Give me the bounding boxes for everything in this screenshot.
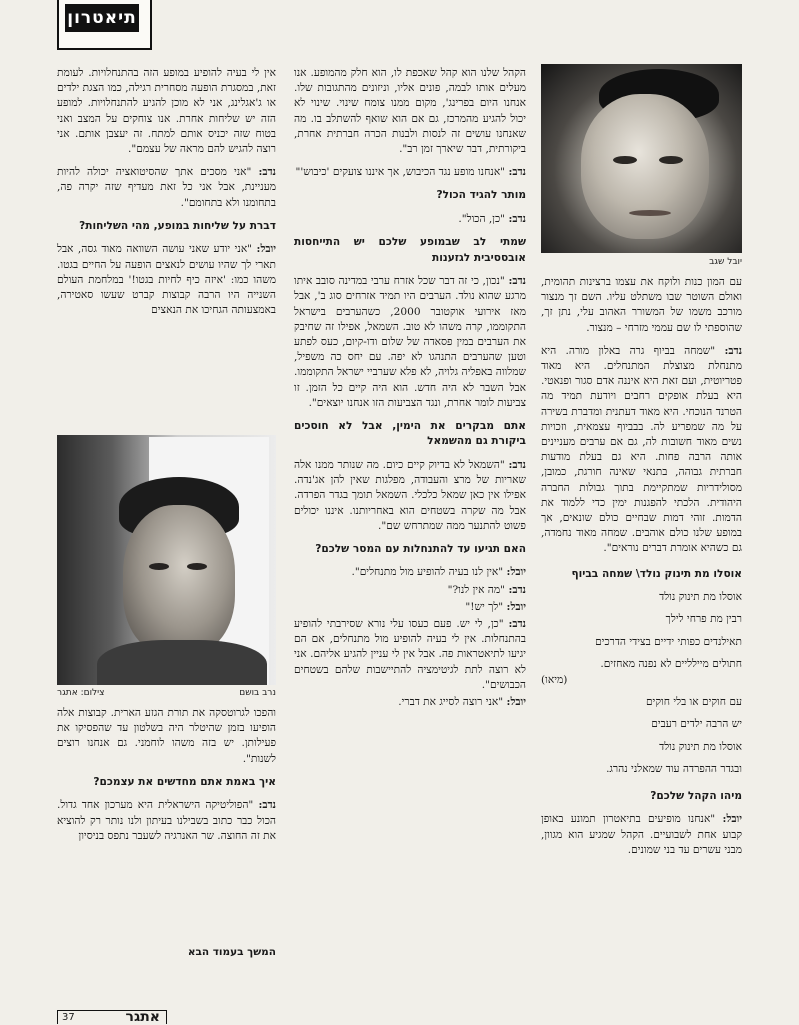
poem-line: חתולים מיילליים לא נפנה מאחזים. [600,657,742,670]
paragraph [541,812,742,858]
paragraph [294,565,526,580]
question-heading: איך באמת אתם מחדשים את עצמכם? [93,775,276,788]
speaker: יובל: [722,813,742,826]
poem-line: עם חוקים או בלי חוקים [645,696,742,709]
speaker: נדב: [508,583,526,596]
paragraph [294,274,526,411]
speaker: נדב: [724,344,743,357]
poem-line: תאילנדים כפותי ידיים בצידי הדרכים [595,635,742,648]
speaker: יובל: [506,566,526,579]
paragraph: והפכו לגרוטסקה את תורת הגזע הארית. קבוצות אלה הופיעו בזמן שהיטלר היה בשלטון עד שהפסיקו את פעילותן. יש בזה משהו לוחמני. גם אנחנו רוצים לשנות". [57,707,276,765]
poem-line: יש הרבה ילדים רעבים [651,718,742,731]
speaker: נדב: [508,275,526,288]
question-heading: האם תגיעו עד להתנחלות עם המסר שלכם? [315,542,526,555]
column-right [541,275,742,995]
paragraph [57,242,276,318]
paragraph [294,617,526,693]
paragraph [541,344,742,557]
paragraph-text: "נכון, כי זה דבר שכל אזרח ערבי במדינה סובב איתו מרגע שהוא נולד. הערבים היו תמיד אזרחים סוג ב', אבל מאז אירועי אוקטובר 2000, כשהערבים בישראל התקוממו, קרה משהו לא טוב. השמאל, אפילו זה שחיבק את הערבים במין פסאדה של שלום ודו-קיום, כעס לפתע וטען שהערבים התנהגו לא יפה. עם יחס כה משפיל, שמלווה באפליה גלויה, לא פלא שערביי ישראל התקוממו. אבל השבר לא היה חדש. הוא היה קיים כל הזמן. זו צביעות לומר אחרת, ונגד הצביעות הזו אנחנו יוצאים". [294,275,526,409]
speaker: נדב: [258,799,276,812]
photo-caption-bottom-name: נרב בושם [239,688,276,698]
paragraph: הקהל שלנו הוא קהל שאכפת לו, הוא חלק מהמופע. אנו מעלים אותו לבמה, פונים אליו, וניזונים מהתגובות שלו. אנחנו היום בפרינג', מקום ממנו צומח שינוי. שינוי לא יכול להגיע מהמרכז, גם אם הוא שואף להשתלב בו. מה שאנחנו עושים זה לנסות ולבנות הכרה חברתית אחרת, ביקורתית, דבר שיארך זמן רב". [294,67,526,156]
paragraph-text: "אני רוצה לסייג את דברי. [398,696,504,709]
magazine-name: אתגר [125,1009,160,1025]
paragraph-text: "מה אין לנו?" [447,583,506,596]
footer [57,1010,177,1024]
portrait-photo-top [541,64,742,253]
footer-page-box [57,1010,167,1024]
paragraph-text: "שמחה בביוף גרה באלון מורה. היא מתנחלת מצוצלת המתנחלים. היא מאוד פטריוטית, ועם זאת היא איננה אדם סגור ופנאטי. היא בעלת אופקים רחבים ויודעת תמיד מה הטרנד הנוכחי. היא מאוד דעתנית ומדברת בשירה על מה שמפריע לה. בבביוף עצמאית, וזכויות נשים מאוד חשובות לה, גם אם ערבים מעניינים אותה הרבה פחות. היא גם בעלת מודעות חברתית גבוהה, בתנאי שאינה חורגת, כמובן, מסולידריות שמתקיימת בתוך גבולות החברה היהודית. הלכתי להפגנות ימין כדי ללמוד את הדמות. זוהי דמות שבחיים כולם שונאים, אך במופע שלנו כולם אוהבים. שמחה מאוד נחמדה, גם כשהיא אומרת דברים נוראים". [541,344,742,555]
paragraph: עם המון כנות ולוקח את עצמו ברצינות תהומית, ואולם השוטר שבו משתלט עליו. השם זך מנצור מורכב משמו של המשורר האהוב עלי, נתן זך, שהוספתי לו שם עממי מזרחי – מנצור. [541,276,742,334]
paragraph-text: "לך יש!" [465,600,504,613]
photo-caption-bottom-credit: צילום: אתגר [57,688,105,698]
section-header [57,0,152,50]
paragraph-text: "אין לנו בעיה להופיע מול מתנחלים". [351,566,504,579]
paragraph [57,798,276,844]
poem [541,590,742,777]
paragraph-text: "השמאל לא בדיוק קיים כיום. מה שנותר ממנו אלה שאריות של מרצ והעבודה, מפלגות שאין להן אג'נדה. אפילו אין כאן שמאל כלכלי. השמאל תומך בגדר הפרדה. אבל מה שקרה בשטחים הוא באחריותנו. איננו יכולים פשוט להתנער ממה שמתרחש שם". [294,458,526,532]
speaker: נדב: [508,458,526,471]
poem-line: רבין מת פרחי לילך [665,613,742,626]
paragraph [57,165,276,211]
poem-line: ובגדר ההפרדה עוד שמאלני נהרג. [606,762,742,775]
column-left-upper [57,66,276,428]
section-label: תיאטרון [65,4,139,32]
page-number: 37 [62,1012,75,1023]
paragraph [294,695,526,710]
paragraph [294,165,526,180]
paragraph-text: "אנחנו מופע נגד הכיבוש, אך איננו צועקים 'כיבוש'" [295,166,506,179]
question-heading: מיהו הקהל שלכם? [650,789,742,802]
paragraph: אין לי בעיה להופיע במופע הזה בהתנחלויות. לעומת זאת, במסגרת הופעה מסחרית רגילה, כמו הצגת ילדים או ג'אגלינג, אני לא מוכן להגיע להתנחלויות. למופע הזה יש שליחות אחרת. אנו צוחקים על המצב ואני בטוח שזה יכניס אותם למתח. זה יעצבן אותם. אני רוצה להגיש להם מראה של עצמם". [57,67,276,156]
speaker: יובל: [506,696,526,709]
poem-line: אוסלו מת תינוק נולד [659,591,742,604]
paragraph-text: "אנחנו מופיעים בתיאטרון תמונע באופן קבוע אחת לשבועיים. הקהל שמגיע הוא מגוון, מבני עשרים עד בני שמונים. [541,813,742,856]
paragraph-text: "כן, הכול". [458,212,506,225]
poem-title: אוסלו מת תינוק נולד\ שמחה בביוף [571,567,742,580]
photo-caption-top: יובל שגב [709,257,742,267]
paragraph-text: "כן, לי יש. פעם כעסו עלי נורא שסירבתי להופיע בהתנחלות. אין לי בעיה להופיע מול מתנחלים, אם הם יגיעו לתיאטראות פה. אבל אין לי עניין להגיע אליהם. אני לא רוצה לתת לגיטימציה להתיישבות שלהם בשטחים הכבושים". [294,618,526,691]
portrait-photo-bottom [57,435,276,685]
continued-note: המשך בעמוד הבא [187,946,276,958]
speaker: נדב: [508,618,526,631]
paragraph [294,212,526,227]
column-left-lower [57,706,276,946]
question-heading: דברת על שליחות במופע, מהי השליחות? [79,219,276,232]
question-heading: שמתי לב שבמופע שלכם יש התייחסות אובססיבית לגזענות [294,236,526,264]
paragraph-text: "הפוליטיקה הישראלית היא מערכון אחד גדול. הכול כבר כתוב בשבילנו בעיתון ולנו נותר רק להוציא את זה החוצה. שר האנרגיה לשעבר נתפס בניסיון [57,799,276,842]
paragraph [294,600,526,615]
question-heading: אתם מבקרים את הימין, אבל לא חוסכים ביקורת גם מהשמאל [294,419,526,448]
poem-line: (מיאו) [541,673,568,686]
speaker: נדב: [508,212,526,225]
question-heading: מותר להגיד הכול? [436,189,526,202]
paragraph-text: "אני יודע שאני עושה השוואה מאוד גסה, אבל תארי לך שהיו עושים לנאצים הופעה על החיים בגטו. משהו כמו: 'איזה כיף לחיות בגטו!' במלחמת העולם השנייה היו הרבה קבוצות קברט שעשו סאטירה, באמצעותה הגחיכו את הנאצים [57,243,276,317]
speaker: נדב: [258,166,276,179]
paragraph-text: "אני מסכים אתך שהסיטואציה יכולה להיות מעניינת, אבל אני כל זאת מעדיף שזה יקרה פה, בתחומנו ולא בתחומם". [57,166,276,209]
speaker: יובל: [256,243,276,256]
speaker: יובל: [506,600,526,613]
column-middle [294,66,526,1001]
paragraph [294,583,526,598]
paragraph [294,458,526,534]
poem-line: אוסלו מת תינוק נולד [659,740,742,753]
speaker: נדב: [508,166,526,179]
